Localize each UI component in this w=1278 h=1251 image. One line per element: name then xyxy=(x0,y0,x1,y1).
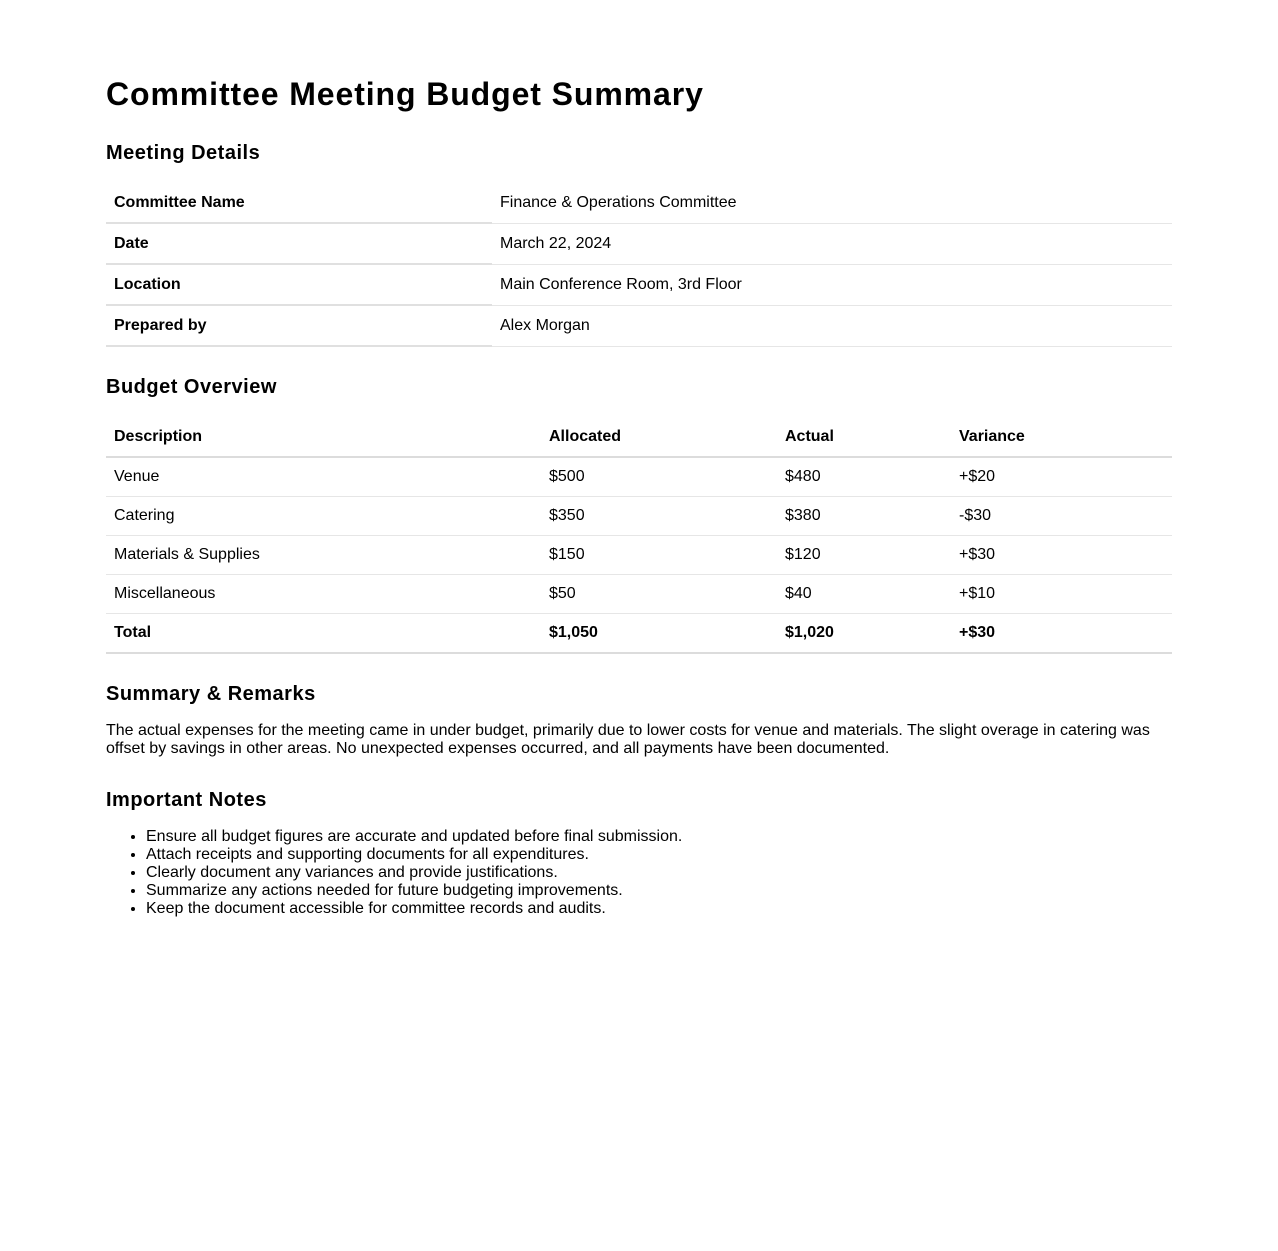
list-item: • Keep the document accessible for committee records and audits. xyxy=(146,900,1172,918)
table-header-row xyxy=(106,417,1172,457)
budget-overview-heading: Budget Overview xyxy=(106,376,277,398)
cell-description: Miscellaneous xyxy=(106,575,541,614)
cell-variance: -$30 xyxy=(951,497,1172,536)
cell-allocated: $150 xyxy=(541,536,777,575)
total-allocated: $1,050 xyxy=(541,614,777,654)
notes-list xyxy=(106,828,1172,918)
cell-allocated: $350 xyxy=(541,497,777,536)
table-row xyxy=(106,223,1172,264)
table-row xyxy=(106,305,1172,346)
cell-variance: +$10 xyxy=(951,575,1172,614)
budget-overview-table xyxy=(106,417,1172,654)
table-row xyxy=(106,536,1172,575)
page-title: Committee Meeting Budget Summary xyxy=(106,76,704,112)
list-item: • Ensure all budget figures are accurate and updated before final submission. xyxy=(146,828,1172,846)
detail-value: Finance & Operations Committee xyxy=(492,183,1172,223)
cell-actual: $380 xyxy=(777,497,951,536)
column-header-actual: Actual xyxy=(777,417,951,457)
list-item: • Clearly document any variances and provide justifications. xyxy=(146,864,1172,882)
table-row xyxy=(106,264,1172,305)
column-header-allocated: Allocated xyxy=(541,417,777,457)
table-row xyxy=(106,457,1172,497)
summary-heading: Summary & Remarks xyxy=(106,683,316,705)
detail-label: Prepared by xyxy=(106,305,492,346)
cell-description: Catering xyxy=(106,497,541,536)
cell-allocated: $50 xyxy=(541,575,777,614)
table-row xyxy=(106,497,1172,536)
cell-actual: $120 xyxy=(777,536,951,575)
cell-actual: $480 xyxy=(777,457,951,497)
meeting-details-table xyxy=(106,183,1172,347)
document-page xyxy=(106,0,1172,918)
total-label: Total xyxy=(106,614,541,654)
table-row xyxy=(106,183,1172,223)
notes-heading: Important Notes xyxy=(106,789,267,811)
detail-value: March 22, 2024 xyxy=(492,223,1172,264)
cell-actual: $40 xyxy=(777,575,951,614)
total-variance: +$30 xyxy=(951,614,1172,654)
cell-variance: +$30 xyxy=(951,536,1172,575)
table-row xyxy=(106,575,1172,614)
cell-allocated: $500 xyxy=(541,457,777,497)
detail-value: Main Conference Room, 3rd Floor xyxy=(492,264,1172,305)
list-item: • Attach receipts and supporting documents for all expenditures. xyxy=(146,846,1172,864)
cell-variance: +$20 xyxy=(951,457,1172,497)
detail-label: Committee Name xyxy=(106,183,492,223)
list-item: • Summarize any actions needed for future budgeting improvements. xyxy=(146,882,1172,900)
summary-text: The actual expenses for the meeting came in under budget, primarily due to lower costs for venue and materials. The slight overage in catering was offset by savings in other areas. No unexpected expenses occurred, and all payments have been documented. xyxy=(106,722,1150,757)
detail-label: Location xyxy=(106,264,492,305)
column-header-description: Description xyxy=(106,417,541,457)
cell-description: Materials & Supplies xyxy=(106,536,541,575)
meeting-details-heading: Meeting Details xyxy=(106,142,261,164)
column-header-variance: Variance xyxy=(951,417,1172,457)
detail-value: Alex Morgan xyxy=(492,305,1172,346)
total-actual: $1,020 xyxy=(777,614,951,654)
detail-label: Date xyxy=(106,223,492,264)
total-row xyxy=(106,614,1172,654)
cell-description: Venue xyxy=(106,457,541,497)
